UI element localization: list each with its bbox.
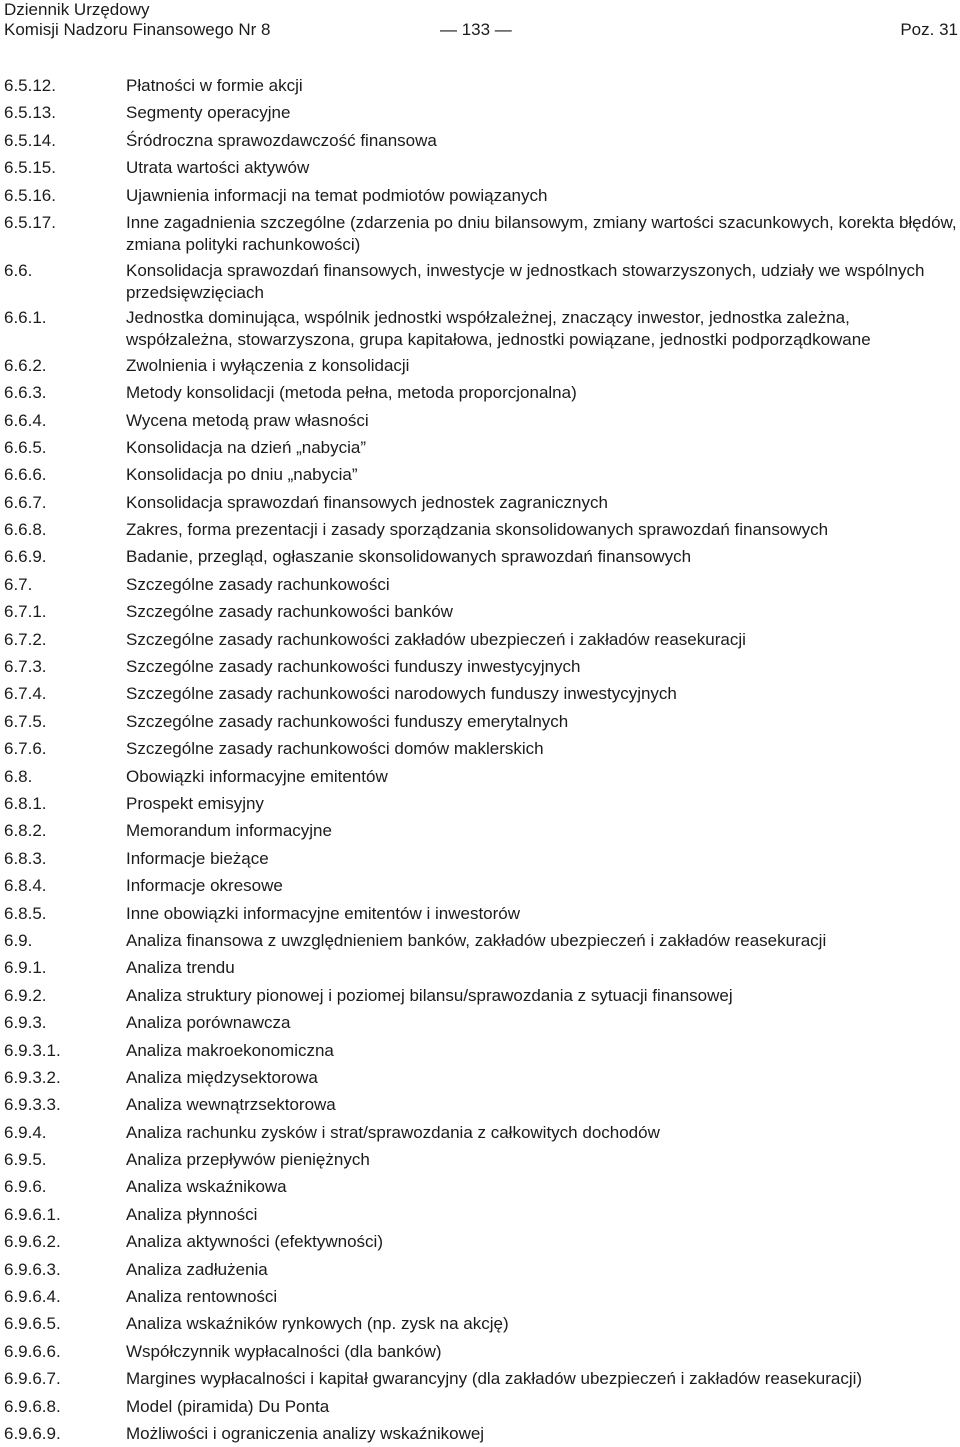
toc-entry-number: 6.5.13.	[4, 103, 56, 123]
toc-entry	[4, 680, 958, 707]
toc-entry-number: 6.9.1.	[4, 958, 47, 978]
toc-entry-number: 6.8.4.	[4, 876, 47, 896]
toc-entry-number: 6.9.6.1.	[4, 1204, 61, 1224]
page-number: — 133 —	[440, 20, 512, 39]
toc-entry-title: Wycena metodą praw własności	[126, 410, 369, 430]
toc-entry	[4, 1228, 958, 1255]
toc-entry-number: 6.5.16.	[4, 185, 56, 205]
toc-entry-number: 6.6.7.	[4, 492, 47, 512]
toc-entry	[4, 407, 958, 434]
table-of-contents	[4, 72, 958, 1447]
toc-entry-title: Analiza struktury pionowej i poziomej bilansu/sprawozdania z sytuacji finansowej	[126, 985, 733, 1005]
toc-entry	[4, 1201, 958, 1228]
toc-entry-number: 6.8.3.	[4, 848, 47, 868]
toc-entry-title: Margines wypłacalności i kapitał gwarancyjny (dla zakładów ubezpieczeń i zakładów reasekuracji)	[126, 1369, 863, 1389]
toc-entry	[4, 571, 958, 598]
toc-entry	[4, 1091, 958, 1118]
toc-entry-number: 6.7.4.	[4, 684, 47, 704]
toc-entry-title: Prospekt emisyjny	[126, 793, 264, 813]
toc-entry-number: 6.9.6.4.	[4, 1287, 61, 1307]
toc-entry-number: 6.9.3.1.	[4, 1040, 61, 1060]
toc-entry	[4, 127, 958, 154]
toc-entry-title: Analiza trendu	[126, 958, 235, 978]
toc-entry	[4, 379, 958, 406]
toc-entry-title: Analiza aktywności (efektywności)	[126, 1232, 383, 1252]
toc-entry	[4, 257, 958, 305]
toc-entry	[4, 1256, 958, 1283]
toc-entry-title: Analiza rachunku zysków i strat/sprawozdania z całkowitych dochodów	[126, 1122, 660, 1142]
toc-entry-title: Konsolidacja sprawozdań finansowych, inwestycje w jednostkach stowarzyszonych, udziały we wspólnych przedsięwzięciach	[126, 260, 925, 302]
toc-entry	[4, 1173, 958, 1200]
toc-entry-title: Szczególne zasady rachunkowości zakładów ubezpieczeń i zakładów reasekuracji	[126, 629, 746, 649]
toc-entry	[4, 489, 958, 516]
toc-entry	[4, 1037, 958, 1064]
toc-entry-number: 6.7.	[4, 574, 33, 594]
toc-entry	[4, 845, 958, 872]
toc-entry-title: Segmenty operacyjne	[126, 103, 291, 123]
toc-entry-title: Analiza zadłużenia	[126, 1259, 268, 1279]
toc-entry-title: Śródroczna sprawozdawczość finansowa	[126, 130, 437, 150]
toc-entry	[4, 1310, 958, 1337]
toc-entry-number: 6.7.6.	[4, 739, 47, 759]
toc-entry-number: 6.9.6.6.	[4, 1341, 61, 1361]
toc-entry	[4, 626, 958, 653]
toc-entry-title: Szczególne zasady rachunkowości funduszy inwestycyjnych	[126, 657, 581, 677]
toc-entry-title: Analiza porównawcza	[126, 1013, 291, 1033]
toc-entry	[4, 99, 958, 126]
toc-entry-number: 6.6.9.	[4, 547, 47, 567]
journal-title-line1: Dziennik Urzędowy	[4, 0, 150, 19]
toc-entry	[4, 653, 958, 680]
toc-entry-number: 6.9.6.8.	[4, 1396, 61, 1416]
toc-entry-title: Konsolidacja na dzień „nabycia”	[126, 437, 367, 457]
toc-entry	[4, 154, 958, 181]
toc-entry-title: Konsolidacja po dniu „nabycia”	[126, 465, 358, 485]
toc-entry	[4, 1283, 958, 1310]
toc-entry-title: Analiza wewnątrzsektorowa	[126, 1095, 336, 1115]
toc-entry-number: 6.9.3.3.	[4, 1095, 61, 1115]
toc-entry	[4, 1338, 958, 1365]
toc-entry-number: 6.5.12.	[4, 76, 56, 95]
toc-entry	[4, 1009, 958, 1036]
toc-entry-number: 6.9.6.9.	[4, 1423, 61, 1443]
toc-entry	[4, 900, 958, 927]
toc-entry-number: 6.6.1.	[4, 308, 47, 328]
toc-entry	[4, 543, 958, 570]
journal-title-line2: Komisji Nadzoru Finansowego Nr 8	[4, 20, 271, 39]
toc-entry-title: Płatności w formie akcji	[126, 76, 303, 95]
toc-entry-number: 6.6.5.	[4, 437, 47, 457]
toc-entry-number: 6.9.3.2.	[4, 1067, 61, 1087]
toc-entry-title: Możliwości i ograniczenia analizy wskaźnikowej	[126, 1423, 485, 1443]
toc-entry-title: Szczególne zasady rachunkowości domów maklerskich	[126, 739, 544, 759]
toc-entry-number: 6.7.5.	[4, 711, 47, 731]
toc-entry-number: 6.9.5.	[4, 1150, 47, 1170]
toc-entry	[4, 1064, 958, 1091]
toc-entry	[4, 434, 958, 461]
toc-entry-number: 6.6.6.	[4, 465, 47, 485]
toc-entry-number: 6.5.14.	[4, 130, 56, 150]
journal-title	[4, 0, 270, 40]
toc-entry	[4, 1146, 958, 1173]
toc-entry-title: Informacje bieżące	[126, 848, 269, 868]
toc-entry-number: 6.9.3.	[4, 1013, 47, 1033]
toc-entry	[4, 1393, 958, 1420]
toc-entry	[4, 763, 958, 790]
toc-entry-title: Współczynnik wypłacalności (dla banków)	[126, 1341, 442, 1361]
toc-entry	[4, 1119, 958, 1146]
toc-entry	[4, 461, 958, 488]
toc-entry	[4, 954, 958, 981]
toc-entry-title: Analiza wskaźników rynkowych (np. zysk na akcję)	[126, 1314, 509, 1334]
toc-entry-title: Konsolidacja sprawozdań finansowych jednostek zagranicznych	[126, 492, 608, 512]
page-header	[4, 0, 958, 46]
position-number: Poz. 31	[900, 20, 958, 39]
toc-entry-title: Zwolnienia i wyłączenia z konsolidacji	[126, 355, 410, 375]
toc-entry	[4, 872, 958, 899]
toc-entry-number: 6.9.6.2.	[4, 1232, 61, 1252]
toc-entry-title: Jednostka dominująca, wspólnik jednostki współzależnej, znaczący inwestor, jednostka zależna, współzależna, stowarzyszona, grupa kapitałowa, jednostki powiązane, jednostki podporządkowane	[126, 308, 871, 350]
toc-entry	[4, 182, 958, 209]
toc-entry-number: 6.6.8.	[4, 520, 47, 540]
toc-entry-title: Szczególne zasady rachunkowości	[126, 574, 390, 594]
toc-entry-number: 6.9.6.3.	[4, 1259, 61, 1279]
toc-entry-number: 6.5.15.	[4, 158, 56, 178]
toc-entry-title: Szczególne zasady rachunkowości banków	[126, 602, 453, 622]
toc-entry-title: Metody konsolidacji (metoda pełna, metoda proporcjonalna)	[126, 383, 577, 403]
toc-entry-number: 6.9.6.7.	[4, 1369, 61, 1389]
toc-entry-number: 6.5.17.	[4, 212, 56, 232]
toc-entry-number: 6.9.6.	[4, 1177, 47, 1197]
toc-entry-number: 6.9.4.	[4, 1122, 47, 1142]
toc-entry-number: 6.9.	[4, 930, 33, 950]
toc-entry-title: Szczególne zasady rachunkowości funduszy emerytalnych	[126, 711, 569, 731]
toc-entry-title: Analiza rentowności	[126, 1287, 278, 1307]
toc-entry-number: 6.8.2.	[4, 821, 47, 841]
toc-entry	[4, 72, 958, 99]
toc-entry	[4, 598, 958, 625]
toc-entry-number: 6.6.4.	[4, 410, 47, 430]
toc-entry	[4, 304, 958, 352]
toc-entry-title: Analiza wskaźnikowa	[126, 1177, 287, 1197]
toc-entry-title: Inne zagadnienia szczególne (zdarzenia po dniu bilansowym, zmiany wartości szacunkowych, korekta błędów, zmiana polityki rachunkowości)	[126, 212, 957, 254]
toc-entry-number: 6.9.6.5.	[4, 1314, 61, 1334]
toc-entry-number: 6.7.1.	[4, 602, 47, 622]
toc-entry	[4, 516, 958, 543]
toc-entry-title: Analiza płynności	[126, 1204, 258, 1224]
toc-entry-number: 6.8.	[4, 766, 33, 786]
toc-entry-number: 6.7.2.	[4, 629, 47, 649]
toc-entry-title: Zakres, forma prezentacji i zasady sporządzania skonsolidowanych sprawozdań finansowych	[126, 520, 829, 540]
toc-entry	[4, 1420, 958, 1447]
toc-entry	[4, 790, 958, 817]
toc-entry-title: Szczególne zasady rachunkowości narodowych funduszy inwestycyjnych	[126, 684, 677, 704]
toc-entry-title: Memorandum informacyjne	[126, 821, 332, 841]
toc-entry-title: Inne obowiązki informacyjne emitentów i inwestorów	[126, 903, 521, 923]
toc-entry-title: Analiza makroekonomiczna	[126, 1040, 334, 1060]
toc-entry-title: Obowiązki informacyjne emitentów	[126, 766, 388, 786]
toc-entry-number: 6.6.3.	[4, 383, 47, 403]
toc-entry-number: 6.6.2.	[4, 355, 47, 375]
toc-entry-title: Model (piramida) Du Ponta	[126, 1396, 330, 1416]
toc-entry-number: 6.7.3.	[4, 657, 47, 677]
toc-entry	[4, 735, 958, 762]
toc-entry-title: Informacje okresowe	[126, 876, 283, 896]
toc-entry-number: 6.6.	[4, 260, 33, 280]
toc-entry	[4, 209, 958, 257]
toc-entry-number: 6.8.5.	[4, 903, 47, 923]
toc-entry	[4, 1365, 958, 1392]
toc-entry-number: 6.8.1.	[4, 793, 47, 813]
toc-entry-title: Badanie, przegląd, ogłaszanie skonsolidowanych sprawozdań finansowych	[126, 547, 692, 567]
toc-entry-title: Analiza finansowa z uwzględnieniem banków, zakładów ubezpieczeń i zakładów reasekuracji	[126, 930, 827, 950]
toc-entry	[4, 352, 958, 379]
toc-entry-title: Utrata wartości aktywów	[126, 158, 310, 178]
toc-entry-title: Ujawnienia informacji na temat podmiotów powiązanych	[126, 185, 548, 205]
toc-entry	[4, 708, 958, 735]
toc-entry-title: Analiza międzysektorowa	[126, 1067, 318, 1087]
toc-entry	[4, 817, 958, 844]
toc-entry	[4, 982, 958, 1009]
toc-entry-number: 6.9.2.	[4, 985, 47, 1005]
toc-entry-title: Analiza przepływów pieniężnych	[126, 1150, 370, 1170]
toc-entry	[4, 927, 958, 954]
